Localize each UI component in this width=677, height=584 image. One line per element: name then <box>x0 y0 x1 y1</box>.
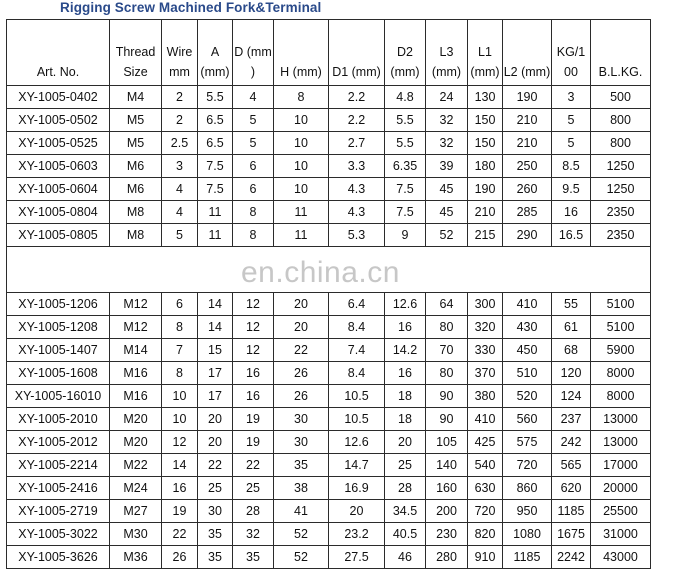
art-no-cell: XY-1005-3022 <box>7 523 110 546</box>
table-cell: 11 <box>198 224 233 247</box>
table-cell: 30 <box>198 500 233 523</box>
table-row <box>7 316 651 339</box>
table-cell: 5 <box>552 109 591 132</box>
column-header: KG/1 00 <box>552 20 591 86</box>
table-cell: 11 <box>274 224 329 247</box>
table-cell: 10.5 <box>329 408 385 431</box>
table-cell: M12 <box>110 316 162 339</box>
table-cell: 13000 <box>591 408 651 431</box>
column-header: L2 (mm) <box>503 20 552 86</box>
table-cell: M20 <box>110 408 162 431</box>
table-cell: 19 <box>233 431 274 454</box>
table-cell: M36 <box>110 546 162 569</box>
table-cell: 210 <box>503 109 552 132</box>
table-cell: 9.5 <box>552 178 591 201</box>
table-cell: 17000 <box>591 454 651 477</box>
table-cell: 215 <box>468 224 503 247</box>
table-cell: 10 <box>274 178 329 201</box>
table-cell: 12.6 <box>385 293 426 316</box>
table-cell: 4 <box>233 86 274 109</box>
table-cell: 34.5 <box>385 500 426 523</box>
table-cell: M5 <box>110 132 162 155</box>
table-cell: 20 <box>329 500 385 523</box>
table-cell: 4.3 <box>329 178 385 201</box>
table-cell: 19 <box>233 408 274 431</box>
table-cell: M14 <box>110 339 162 362</box>
table-cell: 3.3 <box>329 155 385 178</box>
table-cell: 290 <box>503 224 552 247</box>
table-cell: 52 <box>274 523 329 546</box>
table-cell: 2.2 <box>329 86 385 109</box>
table-cell: 14 <box>198 316 233 339</box>
table-cell: 5100 <box>591 316 651 339</box>
table-cell: 20000 <box>591 477 651 500</box>
table-cell: 6 <box>233 178 274 201</box>
table-cell: M5 <box>110 109 162 132</box>
column-header: D (mm ) <box>233 20 274 86</box>
table-cell: 10 <box>162 385 198 408</box>
table-cell: 30 <box>274 408 329 431</box>
header-row <box>7 20 651 86</box>
table-cell: 7.5 <box>385 201 426 224</box>
table-row <box>7 477 651 500</box>
table-cell: 68 <box>552 339 591 362</box>
art-no-cell: XY-1005-1208 <box>7 316 110 339</box>
table-cell: 12.6 <box>329 431 385 454</box>
table-cell: 25 <box>198 477 233 500</box>
table-cell: 6.4 <box>329 293 385 316</box>
table-cell: 800 <box>591 109 651 132</box>
table-cell: 620 <box>552 477 591 500</box>
table-cell: 20 <box>198 431 233 454</box>
table-cell: 450 <box>503 339 552 362</box>
table-cell: 5100 <box>591 293 651 316</box>
art-no-cell: XY-1005-0604 <box>7 178 110 201</box>
table-cell: 540 <box>468 454 503 477</box>
table-cell: 630 <box>468 477 503 500</box>
table-cell: 430 <box>503 316 552 339</box>
table-cell: 370 <box>468 362 503 385</box>
table-cell: 52 <box>426 224 468 247</box>
table-cell: 11 <box>274 201 329 224</box>
art-no-cell: XY-1005-0804 <box>7 201 110 224</box>
table-cell: 105 <box>426 431 468 454</box>
table-cell: 510 <box>503 362 552 385</box>
table-cell: 45 <box>426 178 468 201</box>
art-no-cell: XY-1005-2416 <box>7 477 110 500</box>
art-no-cell: XY-1005-2010 <box>7 408 110 431</box>
table-cell: 2.7 <box>329 132 385 155</box>
table-cell: M12 <box>110 293 162 316</box>
table-cell: 6.5 <box>198 109 233 132</box>
table-cell: 210 <box>503 132 552 155</box>
table-cell: 6 <box>162 293 198 316</box>
table-cell: 300 <box>468 293 503 316</box>
table-cell: 20 <box>198 408 233 431</box>
table-cell: 237 <box>552 408 591 431</box>
table-cell: 2350 <box>591 224 651 247</box>
table-row <box>7 293 651 316</box>
column-header: H (mm) <box>274 20 329 86</box>
table-cell: 32 <box>426 132 468 155</box>
table-cell: 7.5 <box>198 178 233 201</box>
table-cell: M8 <box>110 201 162 224</box>
table-cell: 720 <box>468 500 503 523</box>
table-cell: 14 <box>162 454 198 477</box>
column-header: A (mm) <box>198 20 233 86</box>
table-cell: 5.5 <box>198 86 233 109</box>
table-cell: 565 <box>552 454 591 477</box>
table-cell: 2.2 <box>329 109 385 132</box>
table-cell: 4.3 <box>329 201 385 224</box>
table-cell: 1675 <box>552 523 591 546</box>
table-row <box>7 408 651 431</box>
table-cell: 242 <box>552 431 591 454</box>
table-cell: 2350 <box>591 201 651 224</box>
art-no-cell: XY-1005-1407 <box>7 339 110 362</box>
table-cell: 230 <box>426 523 468 546</box>
column-header: D1 (mm) <box>329 20 385 86</box>
table-cell: 41 <box>274 500 329 523</box>
art-no-cell: XY-1005-3626 <box>7 546 110 569</box>
table-cell: M30 <box>110 523 162 546</box>
table-cell: 10 <box>274 109 329 132</box>
table-cell: 200 <box>426 500 468 523</box>
table-cell: 1080 <box>503 523 552 546</box>
table-cell: 410 <box>468 408 503 431</box>
table-cell: 11 <box>198 201 233 224</box>
table-cell: 43000 <box>591 546 651 569</box>
table-cell: 46 <box>385 546 426 569</box>
table-cell: 260 <box>503 178 552 201</box>
table-cell: 160 <box>426 477 468 500</box>
column-header: B.L.KG. <box>591 20 651 86</box>
table-row <box>7 224 651 247</box>
table-cell: 8 <box>274 86 329 109</box>
table-cell: 910 <box>468 546 503 569</box>
table-cell: 150 <box>468 109 503 132</box>
table-cell: M6 <box>110 178 162 201</box>
art-no-cell: XY-1005-0402 <box>7 86 110 109</box>
table-cell: 10 <box>274 155 329 178</box>
table-cell: 190 <box>503 86 552 109</box>
table-cell: 22 <box>162 523 198 546</box>
table-cell: 575 <box>503 431 552 454</box>
column-header: Thread Size <box>110 20 162 86</box>
table-cell: 17 <box>198 362 233 385</box>
table-cell: 3 <box>552 86 591 109</box>
table-cell: 25 <box>233 477 274 500</box>
table-cell: 31000 <box>591 523 651 546</box>
table-cell: 14.7 <box>329 454 385 477</box>
table-cell: 5 <box>233 109 274 132</box>
table-row <box>7 546 651 569</box>
table-cell: M22 <box>110 454 162 477</box>
table-cell: 16 <box>233 362 274 385</box>
table-cell: 8 <box>162 316 198 339</box>
table-cell: 280 <box>426 546 468 569</box>
table-cell: 10 <box>274 132 329 155</box>
table-cell: 1185 <box>503 546 552 569</box>
art-no-cell: XY-1005-2012 <box>7 431 110 454</box>
table-cell: 64 <box>426 293 468 316</box>
table-cell: 23.2 <box>329 523 385 546</box>
table-cell: 55 <box>552 293 591 316</box>
table-cell: 10.5 <box>329 385 385 408</box>
table-cell: 32 <box>233 523 274 546</box>
table-cell: 285 <box>503 201 552 224</box>
table-cell: 28 <box>385 477 426 500</box>
table-cell: 180 <box>468 155 503 178</box>
table-cell: 8.4 <box>329 362 385 385</box>
art-no-cell: XY-1005-0805 <box>7 224 110 247</box>
art-no-cell: XY-1005-0525 <box>7 132 110 155</box>
table-cell: 16 <box>385 316 426 339</box>
table-cell: 26 <box>274 385 329 408</box>
table-cell: 20 <box>274 316 329 339</box>
table-cell: 10 <box>162 408 198 431</box>
table-cell: 8000 <box>591 385 651 408</box>
art-no-cell: XY-1005-0502 <box>7 109 110 132</box>
table-cell: 5.3 <box>329 224 385 247</box>
table-cell: M16 <box>110 385 162 408</box>
table-cell: 35 <box>198 546 233 569</box>
table-row <box>7 178 651 201</box>
table-cell: M16 <box>110 362 162 385</box>
table-cell: 35 <box>274 454 329 477</box>
spec-table <box>6 19 651 569</box>
table-cell: 8 <box>233 201 274 224</box>
watermark: en.china.cn <box>241 256 400 289</box>
table-cell: 560 <box>503 408 552 431</box>
table-cell: 7 <box>162 339 198 362</box>
table-cell: 22 <box>198 454 233 477</box>
table-cell: 8.5 <box>552 155 591 178</box>
table-cell: 4.8 <box>385 86 426 109</box>
table-cell: 30 <box>274 431 329 454</box>
table-row <box>7 155 651 178</box>
table-cell: 8 <box>233 224 274 247</box>
table-cell: 7.5 <box>198 155 233 178</box>
table-cell: 14 <box>198 293 233 316</box>
table-cell: 16.5 <box>552 224 591 247</box>
table-cell: 320 <box>468 316 503 339</box>
table-cell: 12 <box>233 339 274 362</box>
column-header: Art. No. <box>7 20 110 86</box>
table-cell: 9 <box>385 224 426 247</box>
table-cell: 2.5 <box>162 132 198 155</box>
table-cell: 950 <box>503 500 552 523</box>
table-cell: 4 <box>162 201 198 224</box>
table-cell: 8.4 <box>329 316 385 339</box>
table-row <box>7 339 651 362</box>
table-cell: 250 <box>503 155 552 178</box>
table-cell: 39 <box>426 155 468 178</box>
table-cell: 24 <box>426 86 468 109</box>
table-row <box>7 109 651 132</box>
table-cell: 70 <box>426 339 468 362</box>
table-cell: 25 <box>385 454 426 477</box>
table-cell: 18 <box>385 408 426 431</box>
table-cell: 12 <box>233 316 274 339</box>
table-cell: 2242 <box>552 546 591 569</box>
table-cell: 130 <box>468 86 503 109</box>
table-cell: 25500 <box>591 500 651 523</box>
table-cell: 90 <box>426 408 468 431</box>
art-no-cell: XY-1005-16010 <box>7 385 110 408</box>
table-cell: 6 <box>233 155 274 178</box>
table-cell: 2 <box>162 86 198 109</box>
table-cell: 90 <box>426 385 468 408</box>
table-cell: 330 <box>468 339 503 362</box>
table-cell: 26 <box>162 546 198 569</box>
table-cell: 5 <box>552 132 591 155</box>
art-no-cell: XY-1005-0603 <box>7 155 110 178</box>
table-cell: 1185 <box>552 500 591 523</box>
table-cell: M24 <box>110 477 162 500</box>
table-cell: 16 <box>385 362 426 385</box>
art-no-cell: XY-1005-1206 <box>7 293 110 316</box>
table-cell: 8000 <box>591 362 651 385</box>
table-row <box>7 523 651 546</box>
table-cell: 17 <box>198 385 233 408</box>
table-cell: 720 <box>503 454 552 477</box>
table-cell: 520 <box>503 385 552 408</box>
table-row <box>7 454 651 477</box>
table-cell: 80 <box>426 316 468 339</box>
table-cell: 2 <box>162 109 198 132</box>
table-cell: M6 <box>110 155 162 178</box>
table-cell: 35 <box>233 546 274 569</box>
table-cell: 14.2 <box>385 339 426 362</box>
table-cell: 27.5 <box>329 546 385 569</box>
table-cell: 13000 <box>591 431 651 454</box>
page-title: Rigging Screw Machined Fork&Terminal <box>60 0 322 15</box>
column-header: D2 (mm) <box>385 20 426 86</box>
table-cell: 16 <box>233 385 274 408</box>
table-row <box>7 431 651 454</box>
table-cell: 800 <box>591 132 651 155</box>
table-cell: 16.9 <box>329 477 385 500</box>
table-cell: 80 <box>426 362 468 385</box>
column-header: L3 (mm) <box>426 20 468 86</box>
table-row <box>7 500 651 523</box>
table-cell: 7.5 <box>385 178 426 201</box>
table-cell: 12 <box>233 293 274 316</box>
table-cell: M20 <box>110 431 162 454</box>
column-header: L1 (mm) <box>468 20 503 86</box>
table-cell: 500 <box>591 86 651 109</box>
table-cell: 61 <box>552 316 591 339</box>
table-cell: 425 <box>468 431 503 454</box>
table-cell: 5 <box>162 224 198 247</box>
table-row <box>7 86 651 109</box>
table-cell: 20 <box>385 431 426 454</box>
table-cell: 140 <box>426 454 468 477</box>
table-cell: 380 <box>468 385 503 408</box>
table-cell: 15 <box>198 339 233 362</box>
table-cell: 150 <box>468 132 503 155</box>
table-cell: M8 <box>110 224 162 247</box>
table-cell: 6.35 <box>385 155 426 178</box>
art-no-cell: XY-1005-2719 <box>7 500 110 523</box>
table-row <box>7 201 651 224</box>
table-cell: 5900 <box>591 339 651 362</box>
table-cell: 5 <box>233 132 274 155</box>
table-cell: 22 <box>274 339 329 362</box>
table-cell: 12 <box>162 431 198 454</box>
table-cell: 210 <box>468 201 503 224</box>
table-cell: M4 <box>110 86 162 109</box>
art-no-cell: XY-1005-2214 <box>7 454 110 477</box>
table-cell: 8 <box>162 362 198 385</box>
table-cell: 5.5 <box>385 109 426 132</box>
art-no-cell: XY-1005-1608 <box>7 362 110 385</box>
table-row <box>7 385 651 408</box>
table-cell: 38 <box>274 477 329 500</box>
table-cell: 1250 <box>591 178 651 201</box>
table-cell: 860 <box>503 477 552 500</box>
table-cell: M27 <box>110 500 162 523</box>
table-cell: 3 <box>162 155 198 178</box>
table-cell: 18 <box>385 385 426 408</box>
table-cell: 1250 <box>591 155 651 178</box>
table-cell: 16 <box>162 477 198 500</box>
table-row <box>7 362 651 385</box>
table-cell: 32 <box>426 109 468 132</box>
table-cell: 26 <box>274 362 329 385</box>
table-cell: 16 <box>552 201 591 224</box>
table-cell: 5.5 <box>385 132 426 155</box>
table-cell: 190 <box>468 178 503 201</box>
table-cell: 7.4 <box>329 339 385 362</box>
table-cell: 22 <box>233 454 274 477</box>
table-cell: 52 <box>274 546 329 569</box>
table-cell: 45 <box>426 201 468 224</box>
table-cell: 6.5 <box>198 132 233 155</box>
table-cell: 820 <box>468 523 503 546</box>
table-cell: 19 <box>162 500 198 523</box>
table-cell: 28 <box>233 500 274 523</box>
table-cell: 35 <box>198 523 233 546</box>
table-cell: 20 <box>274 293 329 316</box>
table-cell: 124 <box>552 385 591 408</box>
table-cell: 120 <box>552 362 591 385</box>
table-row <box>7 132 651 155</box>
column-header: Wire mm <box>162 20 198 86</box>
table-cell: 40.5 <box>385 523 426 546</box>
table-cell: 4 <box>162 178 198 201</box>
table-cell: 410 <box>503 293 552 316</box>
